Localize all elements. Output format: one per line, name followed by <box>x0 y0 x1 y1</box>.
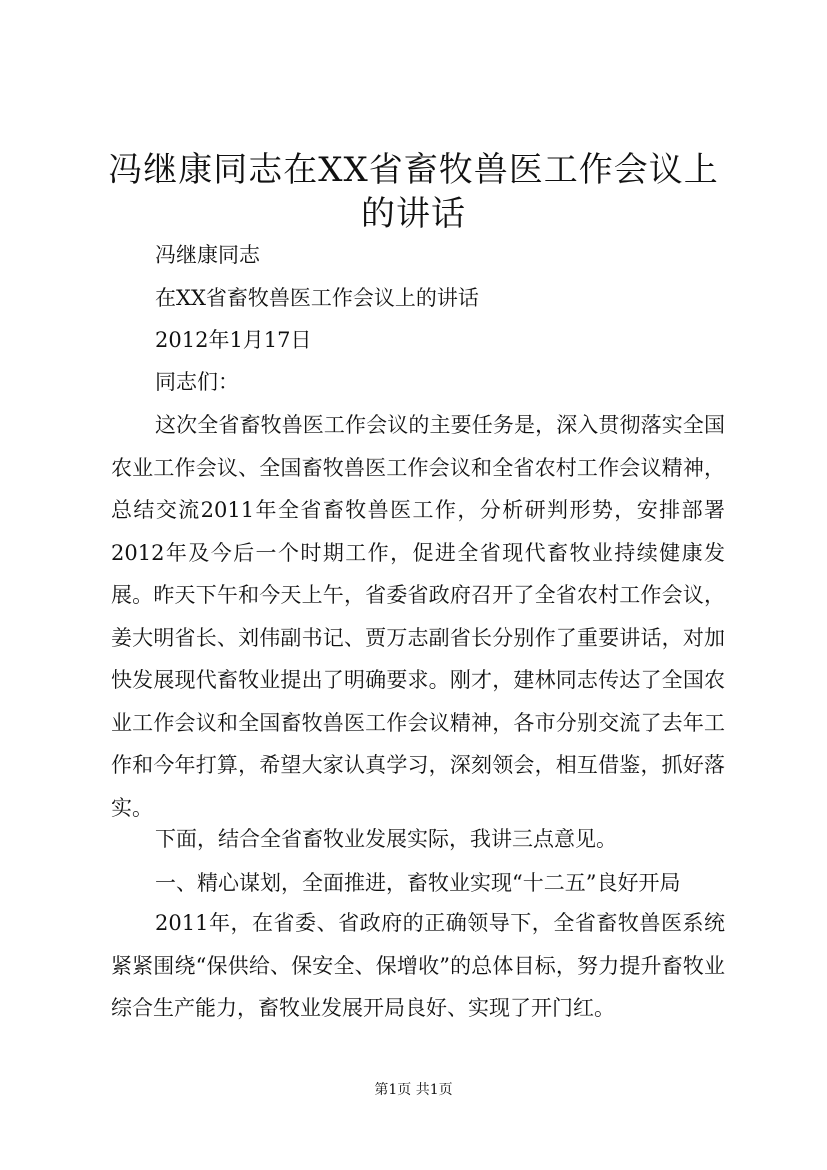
speaker-line: 冯继康同志 <box>155 243 260 267</box>
date-line: 2012年1月17日 <box>155 328 312 352</box>
document-title: 冯继康同志在XX省畜牧兽医工作会议上的讲话 <box>108 150 719 234</box>
body-paragraph-1: 这次全省畜牧兽医工作会议的主要任务是，深入贯彻落实全国农业工作会议、全国畜牧兽医工作会议和全省农村工作会议精神，总结交流2011年全省畜牧兽医工作，分析研判形势，安排部署2012年及今后一个时期工作，促进全省现代畜牧业持续健康发展。昨天下午和今天上午，省委省政府召开了全省农村工作会议，姜大明省长、刘伟副书记、贾万志副省长分别作了重要讲话，对加快发展现代畜牧业提出了明确要求。刚才，建林同志传达了全国农业工作会议和全国畜牧兽医工作会议精神，各市分别交流了去年工作和今年打算，希望大家认真学习，深刻领会，相互借鉴，抓好落实。 <box>111 413 725 820</box>
section-paragraph: 2011年，在省委、省政府的正确领导下，全省畜牧兽医系统紧紧围绕“保供给、保安全、保增收”的总体目标，努力提升畜牧业综合生产能力，畜牧业发展开局良好、实现了开门红。 <box>111 911 725 1020</box>
body-paragraph-2: 下面，结合全省畜牧业发展实际，我讲三点意见。 <box>155 827 617 851</box>
section-heading: 一、精心谋划，全面推进，畜牧业实现“十二五”良好开局 <box>155 871 681 895</box>
page-footer: 第1页 共1页 <box>374 1082 453 1098</box>
salutation-line: 同志们： <box>155 370 239 394</box>
occasion-line: 在XX省畜牧兽医工作会议上的讲话 <box>155 286 479 310</box>
